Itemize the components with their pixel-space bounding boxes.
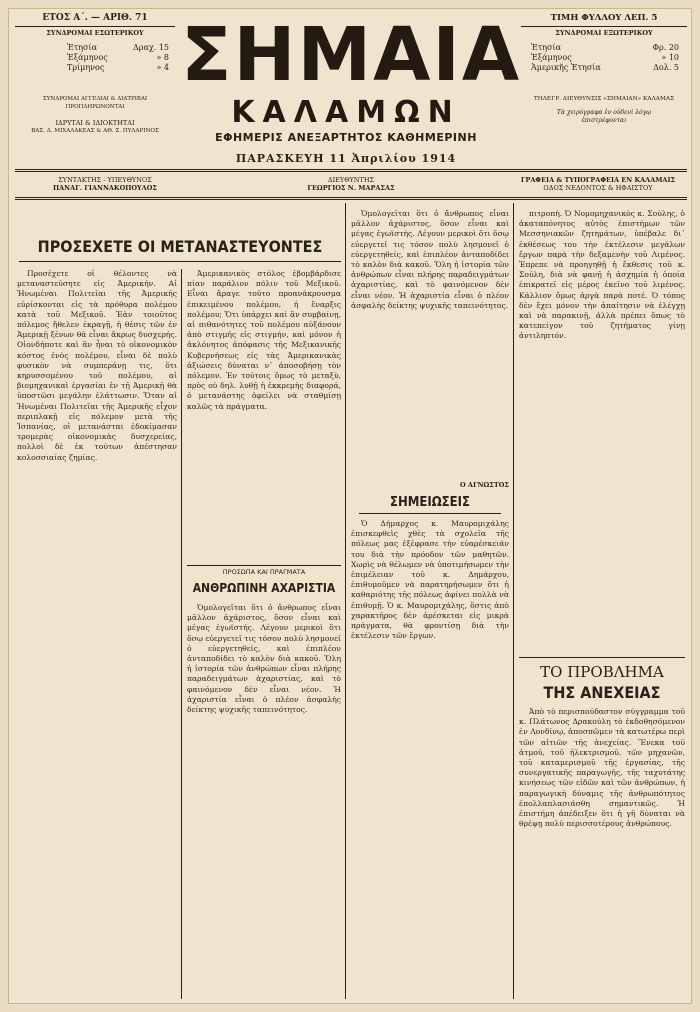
telegraph-address: ΤΗΛΕΓΡ. ΔΙΕΥΘΥΝΣΙΣ «ΣΗΜΑΙΑΝ» ΚΑΛΑΜΑΣ	[533, 96, 675, 102]
office-label: ΓΡΑΦΕΙΑ & ΤΥΠΟΓΡΑΦΕΙΑ ΕΝ ΚΑΛΑΜΑΙΣ	[520, 176, 676, 184]
article-gratitude: Ὁμολογεῖται ὅτι ὁ ἄνθρωπος εἶναι μᾶλλον ἀχάριστος, ὅσον εἶναι καὶ μέγας ἐγωϊστής. Λέγουν μερικοὶ ὅτι ὅσῳ εὐεργετεῖ τις τόσον πολὺ λησμονεῖ ὁ εὐεργετηθείς, καὶ ἐπιπλέον ἀνταποδίδει τὸ καλὸν διὰ κακοῦ. Ὅλη ἡ ἱστορία τῶν ἀνθρώπων εἶναι πλήρης παραδειγμάτων ἀχαριστίας, καὶ τὸ φαινόμενον δὲν εἶναι νέον. Ἡ ἀχαριστία εἶναι ὁ πλέον ἀσφαλὴς δείκτης ψυχικῆς ταπεινότητος.	[187, 603, 341, 715]
domestic-title: ΣΥΝΔΡΟΜΑΙ ΕΣΩΤΕΡΙΚΟΥ	[46, 29, 144, 37]
headline-gratitude: ΑΝΘΡΩΠΙΝΗ ΑΧΑΡΙΣΤΙΑ	[192, 581, 336, 595]
office-address: ΟΔΟΣ ΝΕΔΟΝΤΟΣ & ΗΦΑΙΣΤΟΥ	[543, 184, 653, 192]
article-migrants-col1: Προσέχετε οἱ θέλοντες νὰ μεταναστεύσητε εἰς Ἀμερικήν. Αἱ Ἡνωμέναι Πολιτεῖαι τῆς Ἀμερικῆς εὑρίσκονται εἰς τὰ πρόθυρα πολέμου κατὰ τοῦ Μεξικοῦ. Ἐὰν τοιοῦτος πόλεμος ἤθελεν ἐκραγῇ, ἡ θέσις τῶν ἐν Ἀμερικῇ ξένων θὰ εἶναι ἄκρως δυσχερής. Οἱονδήποτε καὶ ἂν ἦναι τὸ οἰκονομικὸν κόστος ἑνὸς πολέμου, εἶναι δὲ πολὺ φυσικὸν νὰ συμπεράνῃ τις, ὅτι κηρυσσομένου τοῦ πολέμου, αἱ βιομηχανικαὶ ἐργασίαι ἐν τῇ Ἀμερικῇ θὰ ὑποστῶσι μεγάλην ἐλάττωσιν. Ὅταν αἱ Ἡνωμέναι Πολιτεῖαι τῆς Ἀμερικῆς εἶχον περιπλακῇ εἰς πόλεμον μετὰ τῆς Ἱσπανίας, οἱ μετανάσται ἐδοκίμασαν τρομερὰς οἰκονομικὰς δυσχερείας, πολλοὶ δὲ ἐκ τούτων ἀπέστησαν κολοσσιαίας ζημίας.	[17, 269, 177, 462]
kicker-persons-things: ΠΡΟΣΩΠΑ ΚΑΙ ΠΡΑΓΜΑΤΑ	[222, 568, 306, 576]
article-port: πιτροπὴ. Ὁ Νομομηχανικὸς κ. Σούλης, ὁ ἀκαταπόνητος αὐτὸς ἐπιστήμων τῶν Μεσσηνιακῶν ζητημάτων, ὑπέβαλε δι᾽ ἐκθέσεως του τὴν ἐκτέλεσιν μεγάλων ἔργων παρὰ τὴν δεξαμενὴν τοῦ Λιμένος. Ἐπρεπε νὰ προηγηθῇ ἡ ἔκθεσις τοῦ κ. Σούλη, διὰ νὰ φανῇ ἡ ἀσχημία ἡ ὁποία ἐπικρατεῖ εἰς μέρος ἐκεῖνο τοῦ λιμένος. Κάλλιον ὅμως ἀργὰ παρὰ ποτέ. Ὁ τόπος δὲν ἔχει μόνον τὴν ἀπαίτησιν νὰ ἐλέγχῃ καὶ νὰ παρακινῇ, ἀλλὰ πρέπει ὅπως τὸ κατεπείγον τοῦ ζητήματος γίνῃ ἀντιληπτόν.	[519, 209, 685, 341]
article-problem: Ἀπὸ τὸ περισπούδαστον σύγγραμμα τοῦ κ. Πλάτωνος Δρακούλη τὸ ἐκδοθησόμενον ἐν Λονδίνῳ, ἀποσπῶμεν τὰ κατωτέρω περὶ τῶν αἰτιῶν τῆς ἀνεχείας. Ἕνεκα τοῦ ἀτμοῦ, τοῦ ἠλεκτρισμοῦ, τῶν μηχανῶν, τοῦ καταμερισμοῦ τῆς ἐργασίας, τῆς συνεργατικῆς παραγωγῆς, τῆς ταχυτάτης κινήσεως τῶν εἰδῶν καὶ τῶν ἀνθρώπων, ἡ παραγωγικὴ δύναμις τῆς ἀνθρωπότητος ἐπολλαπλασιάσθη σημαντικῶς. Ἡ ἐπιστήμη ἀπέδειξεν ὅτι ἡ γῆ δύναται νὰ θρέψῃ πολὺ περισσοτέρους ἀνθρώπους.	[519, 707, 685, 829]
headline-notes: ΣΗΜΕΙΩΣΕΙΣ	[389, 495, 471, 510]
tagline: ΕΦΗΜΕΡΙΣ ΑΝΕΞΑΡΤΗΤΟΣ ΚΑΘΗΜΕΡΙΝΗ	[215, 131, 477, 144]
issue-number: ΕΤΟΣ Α΄. — ΑΡΙΘ. 71	[42, 13, 148, 23]
newspaper-page	[8, 8, 692, 1004]
founders-label: ΙΔΡΥΤΑΙ & ΙΔΙΟΚΤΗΤΑΙ	[55, 119, 135, 127]
headline-problem-2: ΤΗΣ ΑΝΕΧΕΙΑΣ	[543, 683, 661, 702]
rate-row: Ἐτησία Φρ. 20	[531, 43, 679, 52]
domestic-subscriptions	[15, 29, 175, 135]
rate-row: Ἀμερικῆς Ἐτησία Δολ. 5	[531, 63, 679, 72]
director-label: ΔΙΕΥΘΥΝΤΗΣ	[327, 176, 375, 184]
rate-row: Ἑξάμηνος » 8	[67, 53, 169, 62]
headline-problem: ΤΟ ΠΡΟΒΛΗΜΑ	[540, 663, 664, 681]
issue-date: ΠΑΡΑΣΚΕΥΗ 11 Ἀπριλίου 1914	[235, 152, 457, 165]
director-name: ΓΕΩΡΓΙΟΣ Ν. ΜΑΡΑΣΑΣ	[307, 184, 395, 192]
prepay-note: ΣΥΝΔΡΟΜΑΙ ΑΓΓΕΛΙΑΙ & ΔΙΑΤΡΙΒΑΙ ΠΡΟΠΛΗΡΩΝΟΝΤΑΙ	[42, 96, 148, 110]
article-continued: Ὁμολογεῖται ὅτι ὁ ἄνθρωπος εἶναι μᾶλλον ἀχάριστος, ὅσον εἶναι καὶ μέγας ἐγωϊστής. Λέγουν μερικοὶ ὅτι ὅσῳ εὐεργετεῖ τις τόσον πολὺ λησμονεῖ ὁ εὐεργετηθείς, καὶ ἐπιπλέον ἀνταποδίδει τὸ καλὸν διὰ κακοῦ. Ὅλη ἡ ἱστορία τῶν ἀνθρώπων εἶναι πλήρης παραδειγμάτων ἀχαριστίας, καὶ τὸ φαινόμενον δὲν εἶναι νέον. Ἡ ἀχαριστία εἶναι ὁ πλέον ἀσφαλὴς δείκτης ψυχικῆς ταπεινότητος.	[351, 209, 509, 310]
headline-migrants: ΠΡΟΣΕΧΕΤΕ ΟΙ ΜΕΤΑΝΑΣΤΕΥΟΝΤΕΣ	[37, 237, 323, 256]
manuscripts-note: Τὰ χειρόγραφα ἐν οὐδενὶ λόγῳ ἐπιστρέφονται	[556, 109, 652, 124]
foreign-title: ΣΥΝΔΡΟΜΑΙ ΕΞΩΤΕΡΙΚΟΥ	[555, 29, 653, 37]
price: ΤΙΜΗ ΦΥΛΛΟΥ ΛΕΠ. 5	[550, 13, 658, 23]
editor-label: ΣΥΝΤΑΚΤΗΣ - ΥΠΕΥΘΥΝΟΣ	[58, 176, 152, 184]
rate-row: Τρίμηνος » 4	[67, 63, 169, 72]
article-notes: Ὁ Δήμαρχος κ. Μαυρομιχάλης ἐπισκεφθεὶς χθὲς τὰ σχολεῖα τῆς πόλεως μας ἐξέφρασε τὴν εὐαρέσκειάν του διὰ τὴν πρόοδον τῶν μαθητῶν. Χωρὶς νὰ θέλωμεν νὰ ὑποτιμήσωμεν τὴν ἐπιμέλειαν τοῦ κ. Δημάρχου, ἐπιθυμοῦμεν νὰ παρατηρήσωμεν ὅτι ἡ καθαριότης τῆς πόλεως ἀφίνει πολλὰ νὰ ἐπιθυμῇ. Ὁ κ. Μαυρομιχάλης, ὅστις ἀπὸ χαρακτῆρος δὲν ἀρέσκεται εἰς μικρὰ πράγματα, θὰ φροντίσῃ διὰ τὴν ἐκτέλεσιν τῶν ἔργων.	[351, 519, 509, 641]
rate-row: Ἑξάμηνος » 10	[531, 53, 679, 62]
masthead-city: ΚΑΛΑΜΩΝ	[231, 95, 461, 130]
founders: ΒΑΣ. Δ. ΜΙΧΑΛΑΚΕΑΣ & ΑΘ. Σ. ΠΥΛΑΡΙΝΟΣ	[31, 128, 159, 134]
article-migrants-col2: Ἀμερικανικὸς στόλος ἐβομβάρδισε πίαν παράλιον πόλιν τοῦ Μεξικοῦ. Εἶναι ἄραγε τοῦτο προανάκρουσμα ἐπικειμένου πολέμου, ἡ ἔναρξις πολέμου; Ὅτι ὑπάρχει καὶ ἂν συμβαίνῃ, αἱ πιθανότητες τοῦ πολέμου αὐξάνουν ἀπὸ στιγμῆς εἰς στιγμήν, καὶ μόνον ἡ ἀκλόνητος ἀπόφασις τῆς Μεξικανικῆς Κυβερνήσεως εἰς τὰς Ἀμερικανικὰς ἀξιώσεις δύναται ν᾽ ἀποσοβήσῃ τὸν πόλεμον. Ἐν τούτοις ὅμως τὸ μεταξὺ, πρὸς οὐ δηλ. λυθῇ ἡ ἐκκρεμὴς διαφορά, ὁ μετανάστης ὀφείλει νὰ σταθμίσῃ καλῶς τὰ πράγματα.	[187, 269, 341, 411]
editor-name: ΠΑΝΑΓ. ΓΙΑΝΝΑΚΟΠΟΥΛΟΣ	[53, 184, 157, 192]
foreign-subscriptions	[521, 29, 687, 125]
signature: Ο ΑΓΝΩΣΤΟΣ	[459, 481, 509, 489]
masthead-title: ΣΗΜΑΙΑ	[181, 12, 522, 98]
rate-row: Ἐτησία Δραχ. 15	[67, 43, 169, 52]
